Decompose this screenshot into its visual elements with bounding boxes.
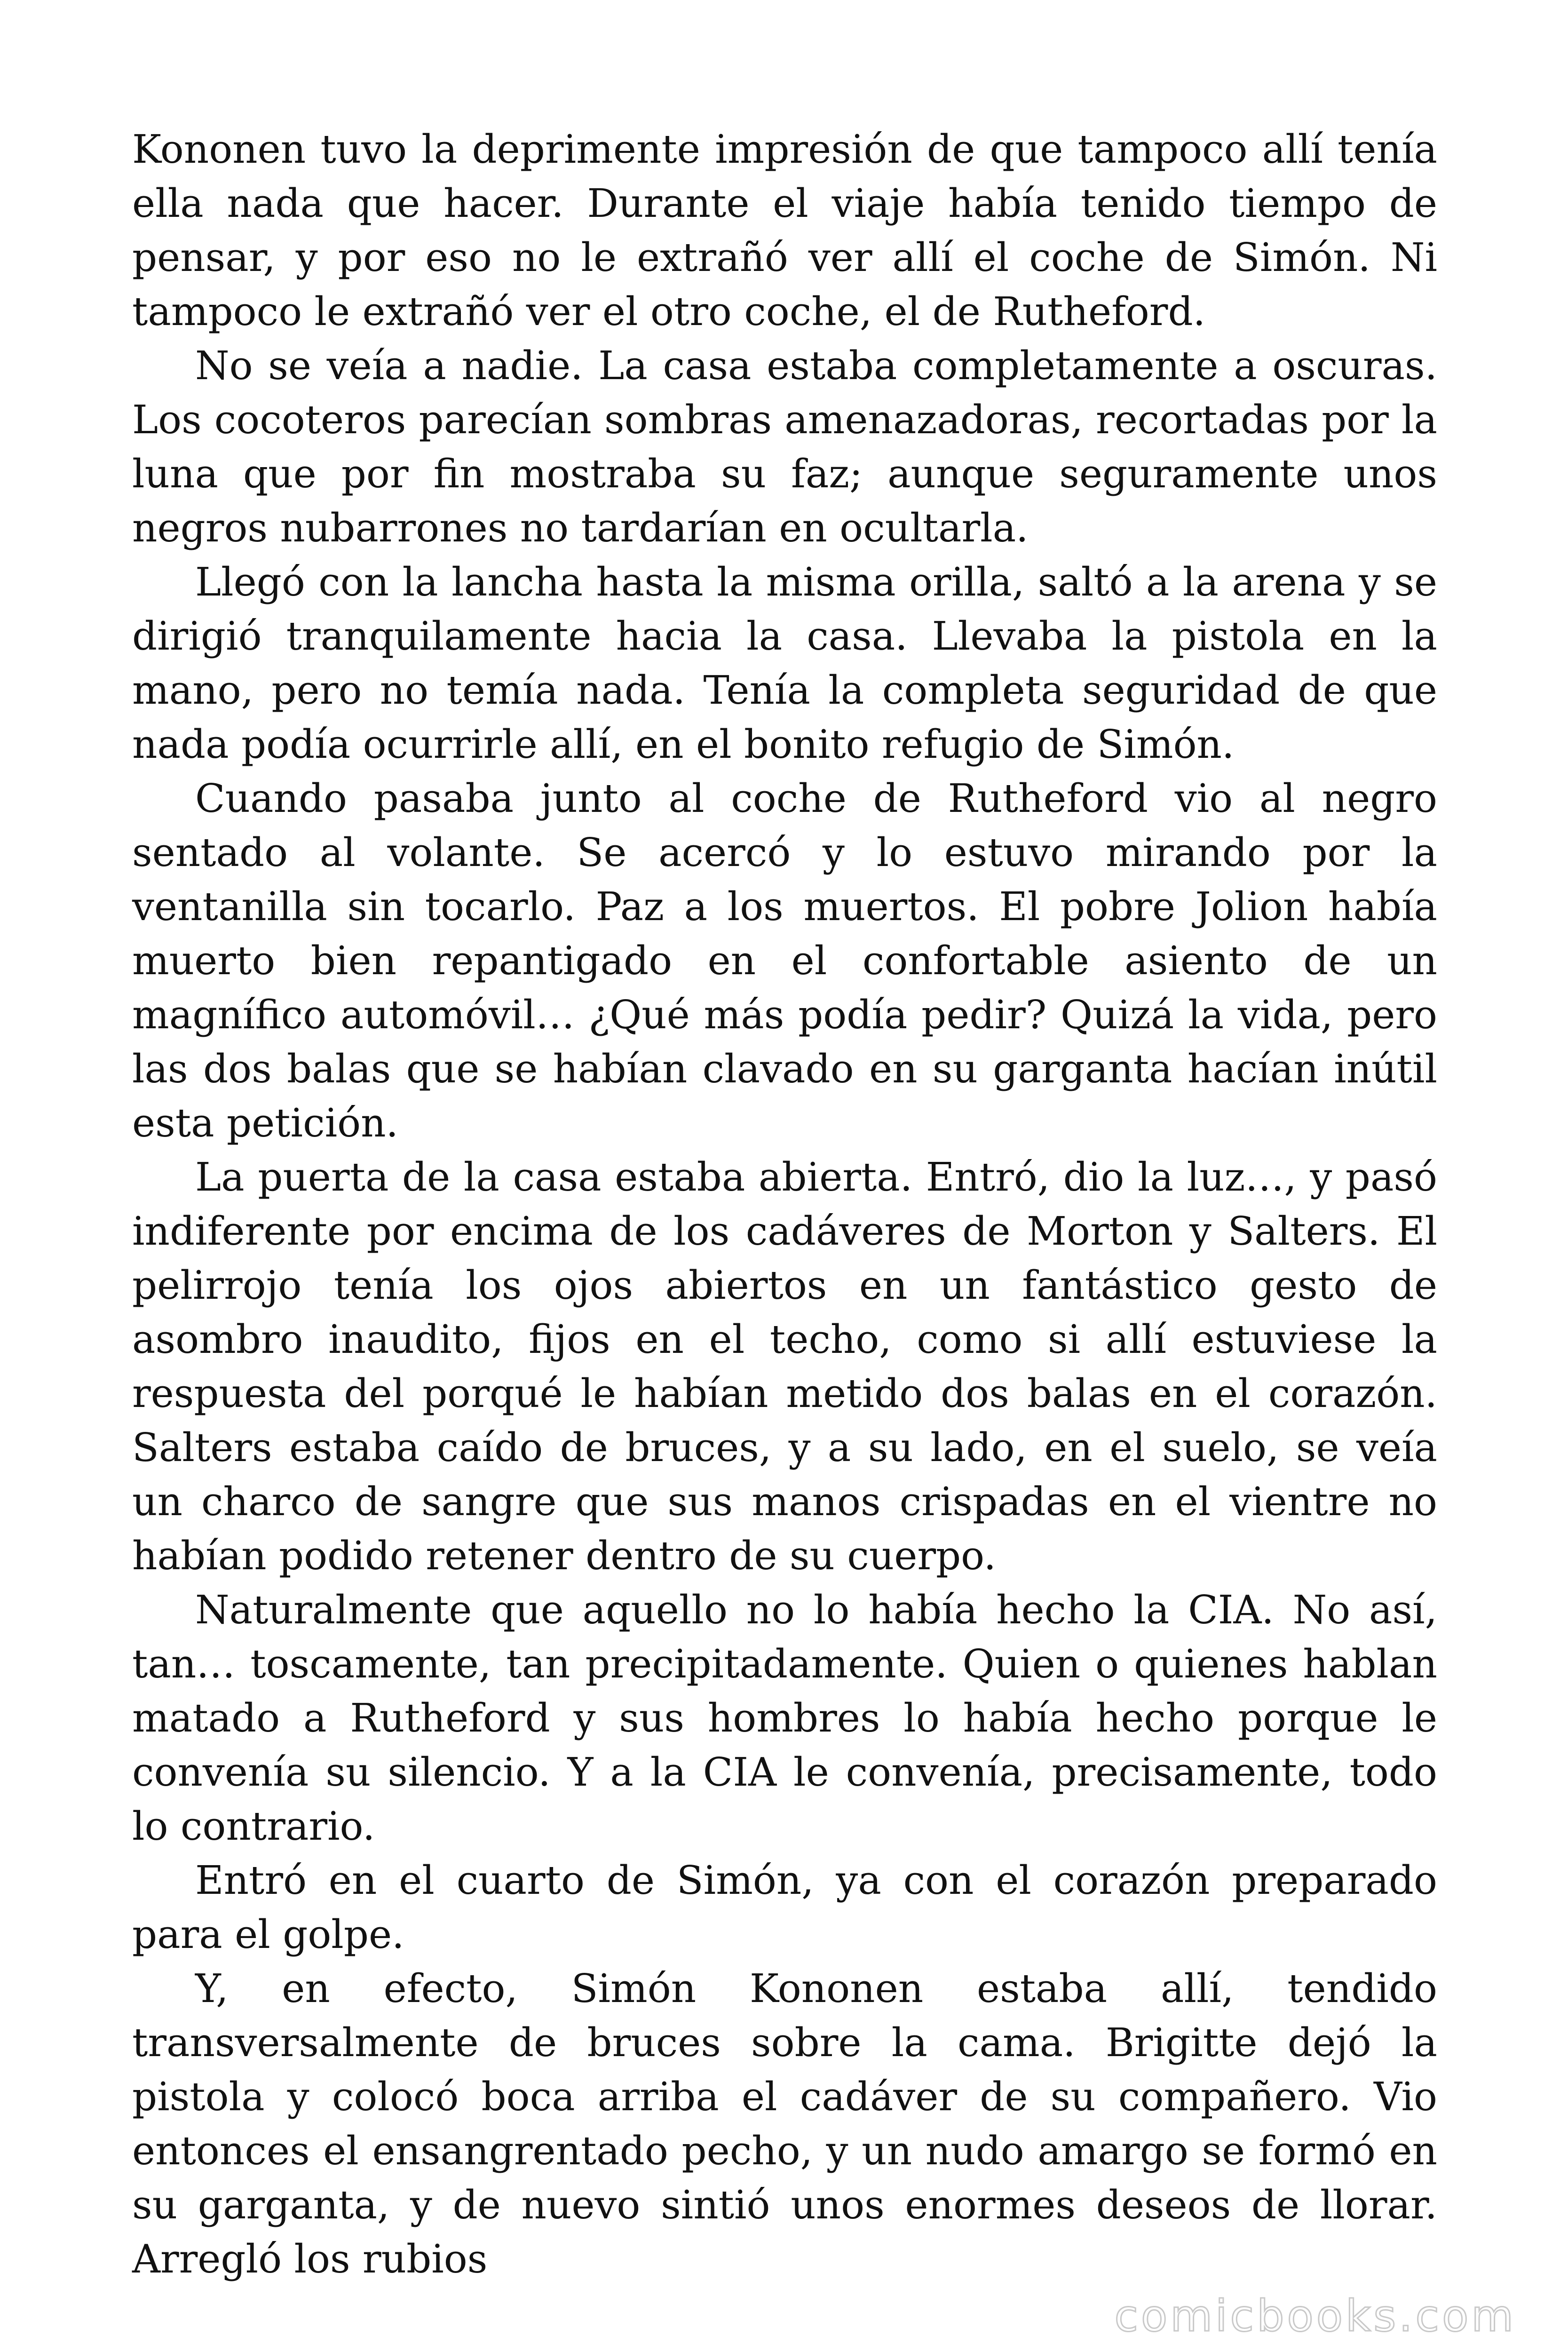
paragraph-2: No se veía a nadie. La casa estaba completamente a oscuras. Los cocoteros parecían sombras amenazadoras, recortadas por la luna que por fin mostraba su faz; aunque seguramente unos negros nubarrones no tardarían en ocultarla.: [132, 343, 1437, 551]
paragraph-4: Cuando pasaba junto al coche de Rutheford vio al negro sentado al volante. Se acercó y lo estuvo mirando por la ventanilla sin tocarlo. Paz a los muertos. El pobre Jolion había muerto bien repantigado en el confortable asiento de un magnífico automóvil… ¿Qué más podía pedir? Quizá la vida, pero las dos balas que se habían clavado en su garganta hacían inútil esta petición.: [132, 776, 1437, 1146]
paragraph-8: Y, en efecto, Simón Kononen estaba allí, tendido transversalmente de bruces sobre la cama. Brigitte dejó la pistola y colocó boca arriba el cadáver de su compañero. Vio entonces el ensangrentado pecho, y un nudo amargo se formó en su garganta, y de nuevo sintió unos enormes deseos de llorar. Arregló los rubios: [132, 1966, 1437, 2282]
paragraph-6: Naturalmente que aquello no lo había hecho la CIA. No así, tan… toscamente, tan precipitadamente. Quien o quienes hablan matado a Rutheford y sus hombres lo había hecho porque le convenía su silencio. Y a la CIA le convenía, precisamente, todo lo contrario.: [132, 1587, 1437, 1849]
paragraph-7: Entró en el cuarto de Simón, ya con el corazón preparado para el golpe.: [132, 1858, 1437, 1957]
watermark: comicbooks.com: [1114, 2291, 1516, 2341]
body-text: [132, 122, 1437, 2286]
paragraph-3: Llegó con la lancha hasta la misma orilla, saltó a la arena y se dirigió tranquilamente hacia la casa. Llevaba la pistola en la mano, pero no temía nada. Tenía la completa seguridad de que nada podía ocurrirle allí, en el bonito refugio de Simón.: [132, 559, 1437, 767]
paragraph-1: Kononen tuvo la deprimente impresión de que tampoco allí tenía ella nada que hacer. Durante el viaje había tenido tiempo de pensar, y por eso no le extrañó ver allí el coche de Simón. Ni tampoco le extrañó ver el otro coche, el de Rutheford.: [132, 127, 1437, 334]
paragraph-5: La puerta de la casa estaba abierta. Entró, dio la luz…, y pasó indiferente por encima de los cadáveres de Morton y Salters. El pelirrojo tenía los ojos abiertos en un fantástico gesto de asombro inaudito, fijos en el techo, como si allí estuviese la respuesta del porqué le habían metido dos balas en el corazón. Salters estaba caído de bruces, y a su lado, en el suelo, se veía un charco de sangre que sus manos crispadas en el vientre no habían podido retener dentro de su cuerpo.: [132, 1154, 1437, 1579]
